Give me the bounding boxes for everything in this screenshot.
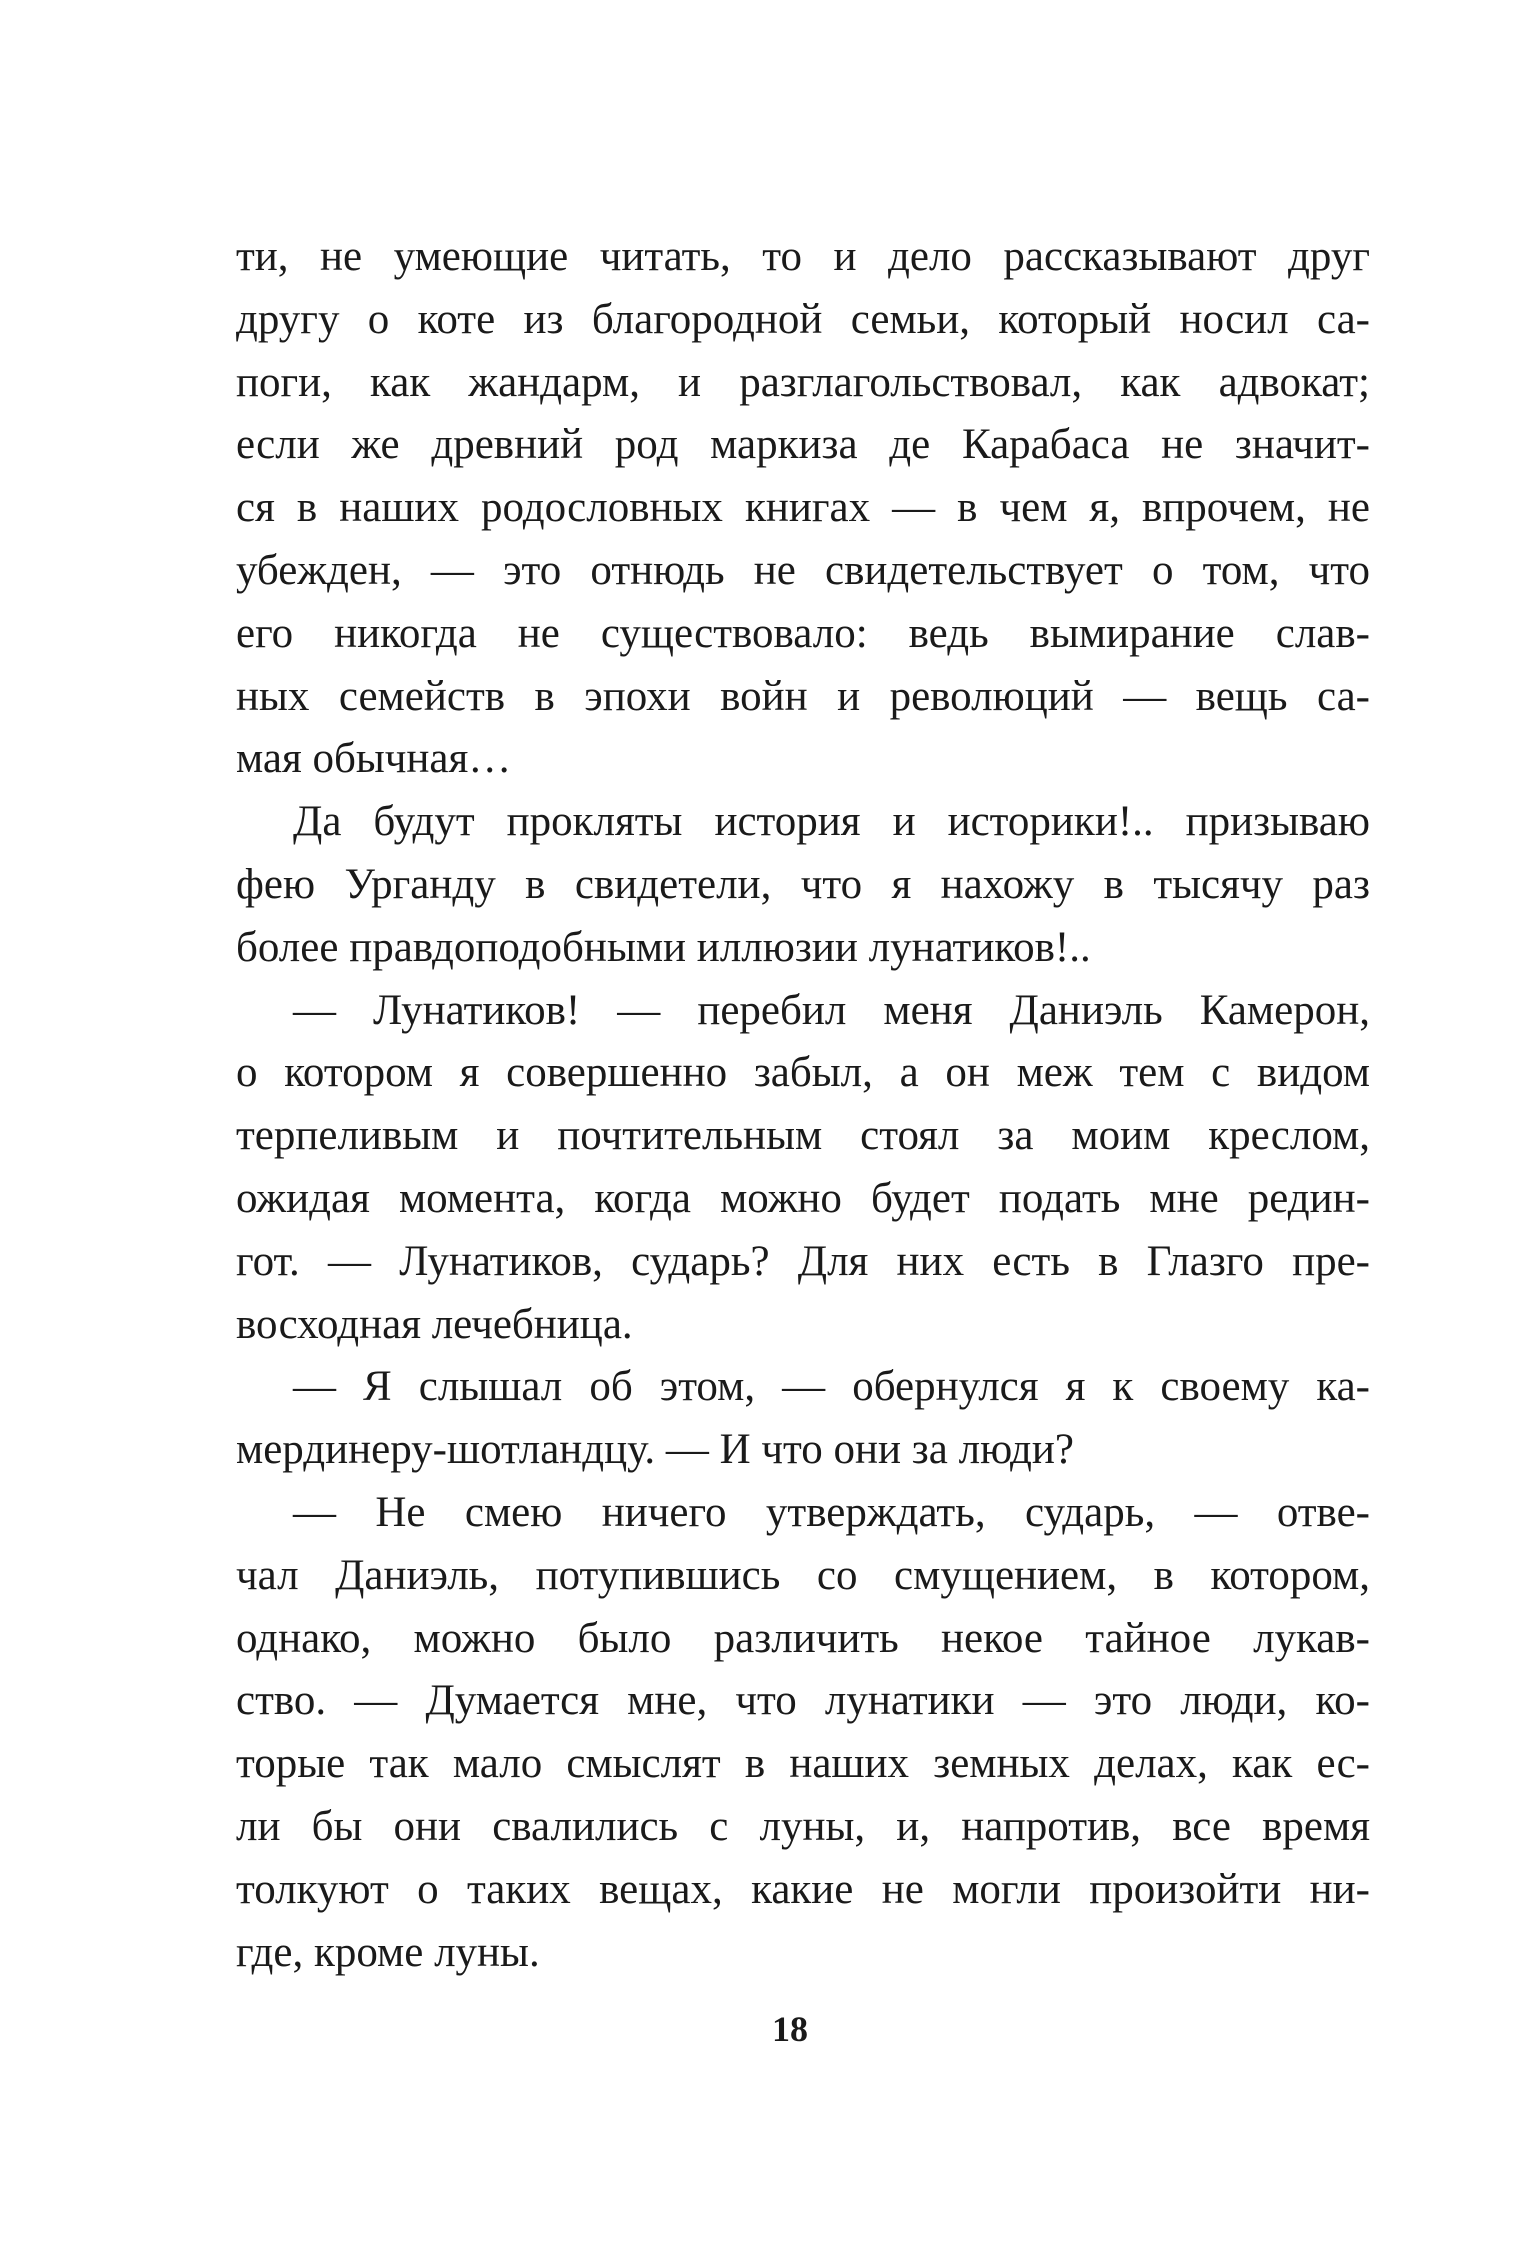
dialogue-line: — Я слышал об этом, — обернулся я к своему ка- xyxy=(293,1363,1370,1411)
text-line: торые так мало смыслят в наших земных делах, как ес- xyxy=(236,1740,1370,1788)
text-line: поги, как жандарм, и разглагольствовал, как адвокат; xyxy=(236,358,1370,406)
text-line: фею Урганду в свидетели, что я нахожу в тысячу раз xyxy=(236,860,1370,908)
text-line: однако, можно было различить некое тайное лукав- xyxy=(236,1614,1370,1662)
page-number: 18 xyxy=(772,2009,808,2049)
text-line: ся в наших родословных книгах — в чем я, впрочем, не xyxy=(236,484,1370,532)
text-line: другу о коте из благородной семьи, который носил са- xyxy=(236,295,1370,343)
text-line: чал Даниэль, потупившись со смущением, в котором, xyxy=(236,1551,1370,1599)
text-line: ли бы они свалились с луны, и, напротив, все время xyxy=(236,1802,1370,1850)
text-line: мая обычная… xyxy=(236,735,512,783)
text-line: мердинеру-шотландцу. — И что они за люди? xyxy=(236,1426,1074,1474)
text-line: более правдоподобными иллюзии лунатиков!.. xyxy=(236,923,1091,971)
dialogue-line: — Лунатиков! — перебил меня Даниэль Камерон, xyxy=(293,986,1370,1034)
text-line: если же древний род маркиза де Карабаса не значит- xyxy=(236,421,1370,469)
body-text xyxy=(236,226,1370,1984)
text-line: о котором я совершенно забыл, а он меж тем с видом xyxy=(236,1049,1370,1097)
text-line: восходная лечебница. xyxy=(236,1300,633,1348)
text-line: ти, не умеющие читать, то и дело рассказывают друг xyxy=(236,233,1370,280)
text-line: ство. — Думается мне, что лунатики — это люди, ко- xyxy=(236,1677,1370,1725)
text-line: убежден, — это отнюдь не свидетельствует о том, что xyxy=(236,546,1370,594)
text-line: ных семейств в эпохи войн и революций — вещь са- xyxy=(236,672,1370,720)
text-line: где, кроме луны. xyxy=(236,1928,540,1976)
text-line: гот. — Лунатиков, сударь? Для них есть в Глазго пре- xyxy=(236,1237,1370,1285)
text-line: его никогда не существовало: ведь вымирание слав- xyxy=(236,609,1370,657)
dialogue-line: — Не смею ничего утверждать, сударь, — отве- xyxy=(293,1488,1370,1536)
text-line: толкуют о таких вещах, какие не могли произойти ни- xyxy=(236,1865,1370,1913)
text-line: терпеливым и почтительным стоял за моим креслом, xyxy=(236,1112,1370,1160)
text-line: ожидая момента, когда можно будет подать мне редин- xyxy=(236,1174,1370,1222)
text-line-indented: Да будут прокляты история и историки!.. призываю xyxy=(293,798,1370,846)
